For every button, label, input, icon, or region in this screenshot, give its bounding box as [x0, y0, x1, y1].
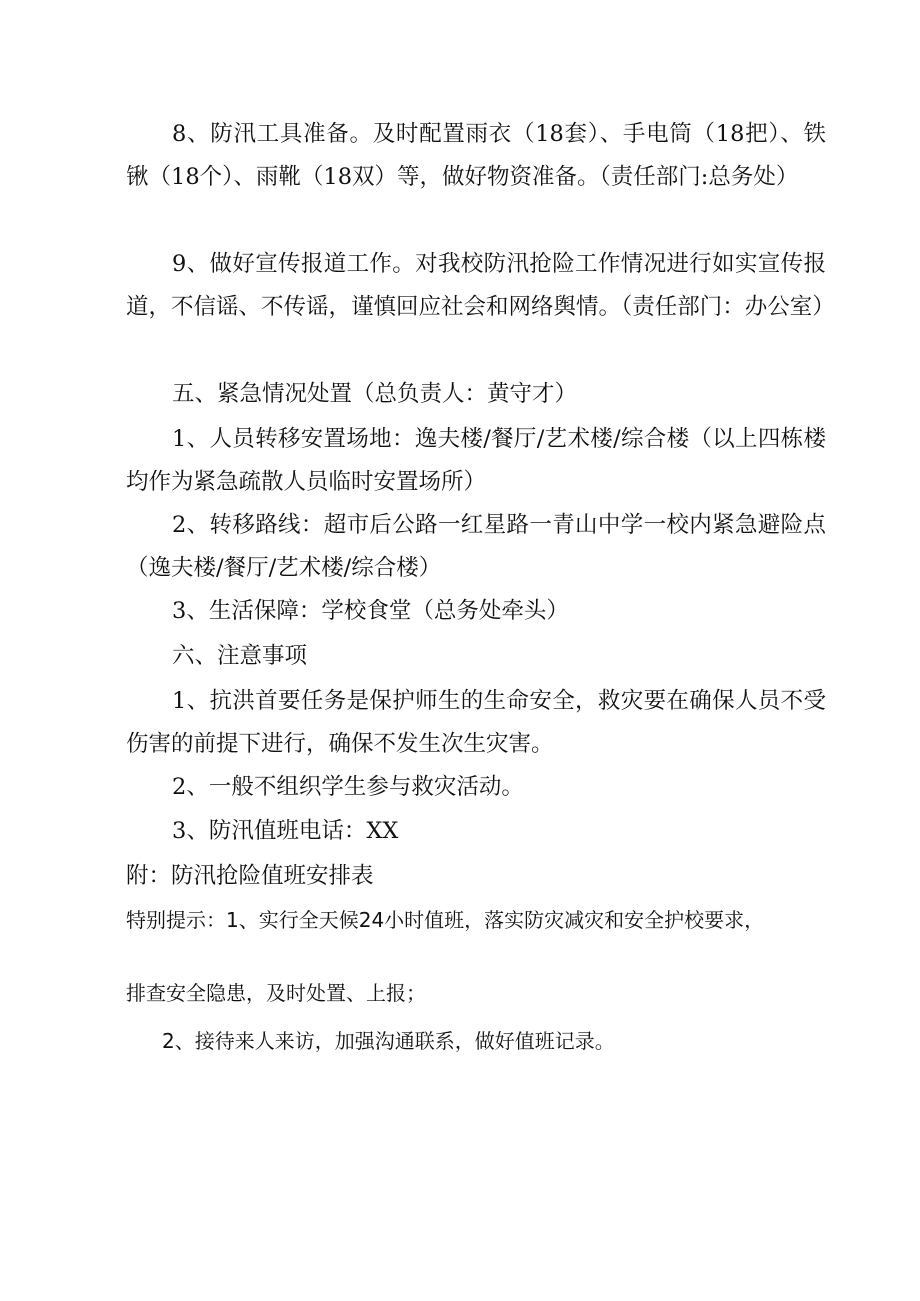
section-heading-emergency: 五、紧急情况处置（总负责人：黄守才） [172, 381, 578, 407]
special-notice-1: 特别提示：1、实行全天候24小时值班，落实防灾减灾和安全护校要求， [126, 908, 765, 932]
section-heading-notes: 六、注意事项 [172, 643, 308, 669]
paragraph-living-support: 3、生活保障：学校食堂（总务处牵头） [172, 598, 569, 624]
paragraph-note-1: 1、抗洪首要任务是保护师生的生命安全，救灾要在确保人员不受伤害的前提下进行，确保不发生次生灾害。 [126, 688, 826, 757]
appendix-title: 附：防汛抢险值班安排表 [126, 863, 374, 889]
special-notice-2: 2、接待来人来访，加强沟通联系，做好值班记录。 [162, 1029, 615, 1053]
paragraph-relocation-route: 2、转移路线：超市后公路一红星路一青山中学一校内紧急避险点（逸夫楼/餐厅/艺术楼/综合楼） [126, 512, 826, 581]
paragraph-duty-phone: 3、防汛值班电话：XX [172, 818, 399, 844]
paragraph-relocation-site: 1、人员转移安置场地：逸夫楼/餐厅/艺术楼/综合楼（以上四栋楼均作为紧急疏散人员临时安置场所） [126, 426, 826, 495]
special-notice-1-continued: 排查安全隐患，及时处置、上报； [126, 981, 426, 1005]
paragraph-note-2: 2、一般不组织学生参与救灾活动。 [172, 774, 524, 800]
paragraph-item-9: 9、做好宣传报道工作。对我校防汛抢险工作情况进行如实宣传报道，不信谣、不传谣，谨慎回应社会和网络舆情。（责任部门：办公室） [126, 251, 835, 320]
paragraph-item-8: 8、防汛工具准备。及时配置雨衣（18套）、手电筒（18把）、铁锹（18个）、雨靴（18双）等，做好物资准备。（责任部门:总务处） [126, 121, 826, 190]
